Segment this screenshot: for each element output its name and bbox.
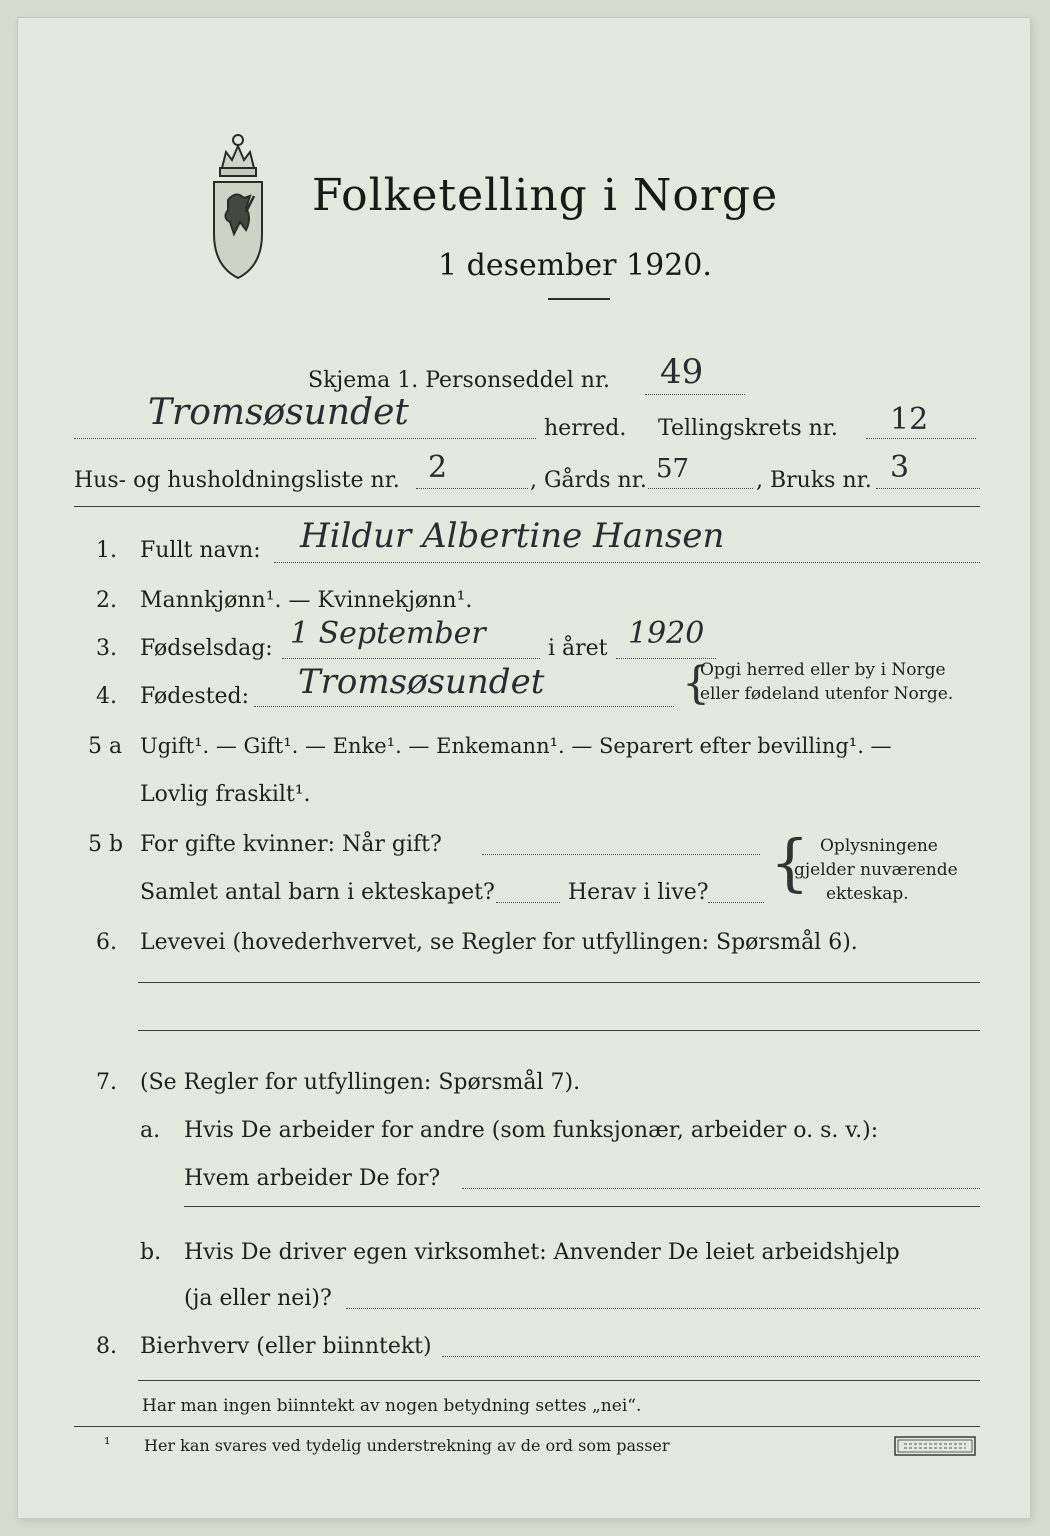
q3-label: Fødselsdag:: [140, 636, 273, 661]
norwegian-coat-of-arms-icon: [206, 126, 270, 282]
employer-dotline: [462, 1188, 980, 1189]
tellingskrets-dotline: [866, 438, 976, 439]
title-divider: [548, 298, 610, 300]
q5a-number: 5 a: [88, 734, 123, 759]
q4-number: 4.: [96, 684, 117, 709]
children-alive-label: Herav i live?: [568, 880, 709, 905]
side-income-line: [138, 1380, 980, 1381]
q4-label: Fødested:: [140, 684, 250, 709]
q7a-line1: Hvis De arbeider for andre (som funksjonær, arbeider o. s. v.):: [184, 1118, 879, 1143]
q1-label: Fullt navn:: [140, 538, 261, 563]
gards-dotline: [648, 488, 753, 489]
footnote-separator: [74, 1426, 980, 1427]
children-count-dotline: [496, 902, 560, 903]
marital-options-1: Ugift¹. — Gift¹. — Enke¹. — Enkemann¹. — Separert efter bevilling¹. —: [140, 734, 892, 758]
birthplace-note-2: eller fødeland utenfor Norge.: [700, 684, 954, 704]
herred-dotline: [74, 438, 536, 439]
birthday-dotline: [282, 658, 540, 659]
personseddel-nr-value[interactable]: 49: [660, 352, 704, 392]
skjema-label: Skjema 1. Personseddel nr.: [308, 368, 611, 393]
marital-options-2: Lovlig fraskilt¹.: [140, 782, 311, 807]
hus-nr-value[interactable]: 2: [428, 450, 448, 485]
tellingskrets-label: Tellingskrets nr.: [658, 416, 838, 441]
side-income-label: Bierhverv (eller biinntekt): [140, 1334, 432, 1359]
marriage-note-2: gjelder nuværende: [794, 860, 958, 880]
side-income-dotline: [442, 1356, 980, 1357]
form-title: Folketelling i Norge: [312, 170, 779, 221]
q5b-number: 5 b: [88, 832, 124, 857]
q1-number: 1.: [96, 538, 117, 563]
occupation-label: Levevei (hovederhvervet, se Regler for utfyllingen: Spørsmål 6).: [140, 930, 858, 955]
hired-help-label: (ja eller nei)?: [184, 1286, 332, 1311]
bruks-dotline: [876, 488, 980, 489]
year-label: i året: [548, 636, 608, 661]
biinntekt-note: Har man ingen biinntekt av nogen betydning settes „nei“.: [142, 1396, 642, 1416]
children-alive-dotline: [708, 902, 764, 903]
marriage-note-3: ekteskap.: [826, 884, 909, 904]
q7-number: 7.: [96, 1070, 117, 1095]
gards-label: , Gårds nr.: [530, 468, 647, 493]
when-married-label: For gifte kvinner: Når gift?: [140, 832, 442, 857]
birthday-value[interactable]: 1 September: [290, 616, 486, 651]
footnote-text: Her kan svares ved tydelig understrekning av de ord som passer: [144, 1436, 670, 1455]
census-form-page: [18, 18, 1030, 1518]
personseddel-dotline: [645, 394, 745, 395]
gender-options: Mannkjønn¹. — Kvinnekjønn¹.: [140, 588, 473, 613]
birthplace-brace: {: [682, 658, 710, 709]
header-separator: [74, 506, 980, 507]
birth-year-value[interactable]: 1920: [628, 616, 705, 651]
q7a-letter: a.: [140, 1118, 161, 1143]
q7b-line1: Hvis De driver egen virksomhet: Anvender De leiet arbeidshjelp: [184, 1240, 900, 1265]
q8-number: 8.: [96, 1334, 117, 1359]
marriage-note-1: Oplysningene: [820, 836, 938, 856]
q3-number: 3.: [96, 636, 117, 661]
herred-value[interactable]: Tromsøsundet: [148, 392, 409, 433]
q7b-letter: b.: [140, 1240, 162, 1265]
census-date: 1 desember 1920.: [438, 248, 712, 283]
birthplace-dotline: [254, 706, 674, 707]
printer-stamp-icon: [894, 1436, 976, 1456]
q7-label: (Se Regler for utfyllingen: Spørsmål 7).: [140, 1070, 581, 1095]
when-married-dotline: [482, 854, 760, 855]
gards-nr-value[interactable]: 57: [656, 454, 690, 484]
q6-number: 6.: [96, 930, 117, 955]
full-name-value[interactable]: Hildur Albertine Hansen: [300, 516, 725, 556]
children-count-label: Samlet antal barn i ekteskapet?: [140, 880, 495, 905]
bruks-nr-value[interactable]: 3: [890, 450, 910, 485]
bruks-label: , Bruks nr.: [756, 468, 872, 493]
employer-line: [184, 1206, 980, 1207]
birthplace-value[interactable]: Tromsøsundet: [298, 662, 545, 702]
occupation-line-1: [138, 982, 980, 983]
tellingskrets-nr-value[interactable]: 12: [890, 402, 929, 437]
hired-help-dotline: [346, 1308, 980, 1309]
full-name-dotline: [274, 562, 980, 563]
q2-number: 2.: [96, 588, 117, 613]
marriage-brace: {: [770, 826, 810, 899]
herred-label: herred.: [544, 416, 627, 441]
footnote-mark: ¹: [104, 1434, 111, 1453]
birthplace-note-1: Opgi herred eller by i Norge: [700, 660, 946, 680]
hus-label: Hus- og husholdningsliste nr.: [74, 468, 400, 493]
employer-label: Hvem arbeider De for?: [184, 1166, 441, 1191]
occupation-line-2: [138, 1030, 980, 1031]
hus-dotline: [416, 488, 528, 489]
